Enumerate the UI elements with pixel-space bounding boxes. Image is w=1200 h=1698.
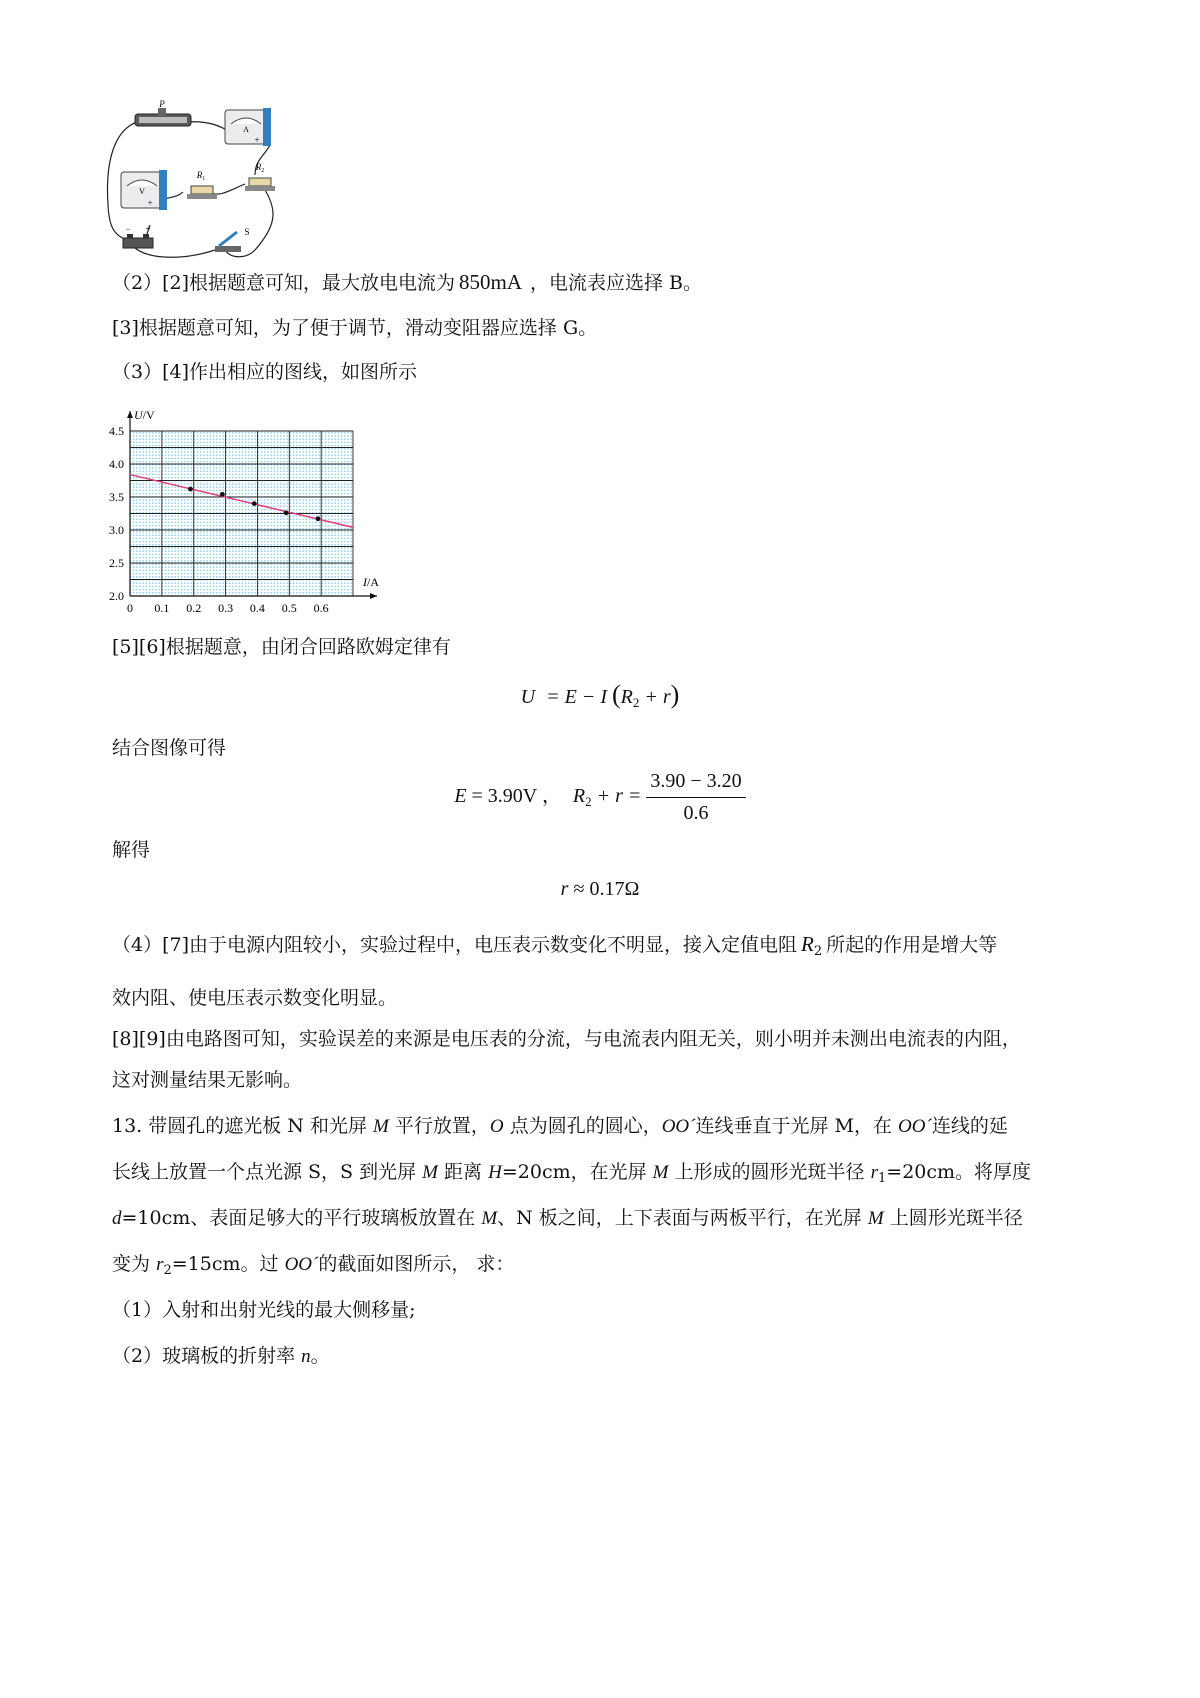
q13-line-2: 长线上放置一个点光源 S，S 到光屏 M 距离 H=20cm，在光屏 M 上形成的圆形光斑半径 $r_1=20cm$。将厚度 [112,1161,1032,1186]
x-axis-arrow [370,593,377,599]
voltmeter [121,170,167,210]
ammeter-plus: + [254,135,260,145]
rheostat-label: P [159,100,165,109]
equation-internal-resistance: r ≈ 0.17Ω [560,878,640,900]
x-tick-label: 0.2 [186,601,202,615]
svg-text:R1: $R_1$ [196,170,206,182]
equation-ohm-law: U = E − I $(R_2 + r)$ [520,680,680,710]
y-tick-label: 2.5 [109,556,124,570]
data-point [316,516,321,521]
resistor-r1 [187,170,217,199]
x-tick-label: 0.1 [154,601,170,615]
para-3: [3]根据题意可知，为了便于调节，滑动变阻器应选择 G。 [112,317,598,339]
voltmeter-plus: + [147,198,153,208]
para-4: （3）[4]作出相应的图线，如图所示 [112,361,418,383]
switch-label: S [244,227,250,237]
rheostat [135,100,191,126]
y-tick-label: 2.0 [109,589,124,603]
y-tick-label: 3.0 [109,523,124,537]
x-tick-label: 0.4 [249,601,265,615]
r2-label: R [255,162,262,172]
battery-plus: + [145,224,151,234]
u-i-chart [100,396,390,626]
q13-line-3: d=10cm、表面足够大的平行玻璃板放置在 M、N 板之间，上下表面与两板平行，在光屏 M 上圆形光斑半径 [112,1207,1023,1229]
x-tick-label: 0.6 [313,601,329,615]
q13-subquestion-1: （1）入射和出射光线的最大侧移量; [112,1299,416,1321]
para-9b: 这对测量结果无影响。 [112,1069,303,1091]
x-axis-label: I/A [363,575,379,589]
svg-text:R2: $R_2$ [255,162,265,174]
max-current-value: 850mA [459,270,523,294]
data-point [284,510,289,515]
data-point [220,492,225,497]
y-tick-label: 4.5 [109,424,124,438]
para-8b: 效内阻、使电压表示数变化明显。 [112,987,398,1009]
para-7: 解得 [112,839,151,861]
q13-line-1: 13. 带圆孔的遮光板 N 和光屏 M 平行放置，O 点为圆孔的圆心，OO´连线垂直于光屏 M，在 OO´连线的延 [112,1115,1008,1137]
q13-subquestion-2: （2）玻璃板的折射率 n。 [112,1345,330,1367]
battery [123,224,153,248]
data-point [188,487,193,492]
battery-minus: − [125,224,131,234]
para-9a: [8][9]由电路图可知，实验误差的来源是电压表的分流，与电流表内阻无关，则小明并未测出电流表的内阻， [112,1028,1021,1050]
switch [215,227,250,252]
voltmeter-label: V [139,187,145,196]
r1-label: R [196,170,203,180]
data-point [252,501,257,506]
fraction: $\frac{3.90 - 3.20}{0.6}$ [646,770,745,825]
x-tick-label: 0.3 [218,601,234,615]
y-axis-label: U/V [134,408,155,422]
x-tick-label: 0.5 [281,601,297,615]
ammeter [225,108,271,146]
x-tick-label: 0 [127,601,133,615]
y-axis-arrow [127,411,133,418]
y-tick-label: 3.5 [109,490,124,504]
para-6: 结合图像可得 [112,737,227,759]
ammeter-label: A [243,125,249,134]
para-2: （2）[2]根据题意可知，最大放电电流为 850mA ，电流表应选择 B。 [112,270,703,294]
circuit-diagram [105,100,315,275]
para-8a: （4）[7]由于电源内阻较小，实验过程中，电压表示数变化不明显，接入定值电阻 $R_2$ 所起的作用是增大等 [112,932,998,959]
y-tick-label: 4.0 [109,457,124,471]
resistor-r2 [245,162,275,191]
equation-emf: E = 3.90V ， $R_2 + r$ = $\frac{3.90 - 3.20}{0.6}$ [0,770,1200,825]
q13-line-4: 变为 $r_2=15cm$。过 OO´的截面如图所示， 求： [112,1253,515,1278]
para-5: [5][6]根据题意，由闭合回路欧姆定律有 [112,636,451,658]
